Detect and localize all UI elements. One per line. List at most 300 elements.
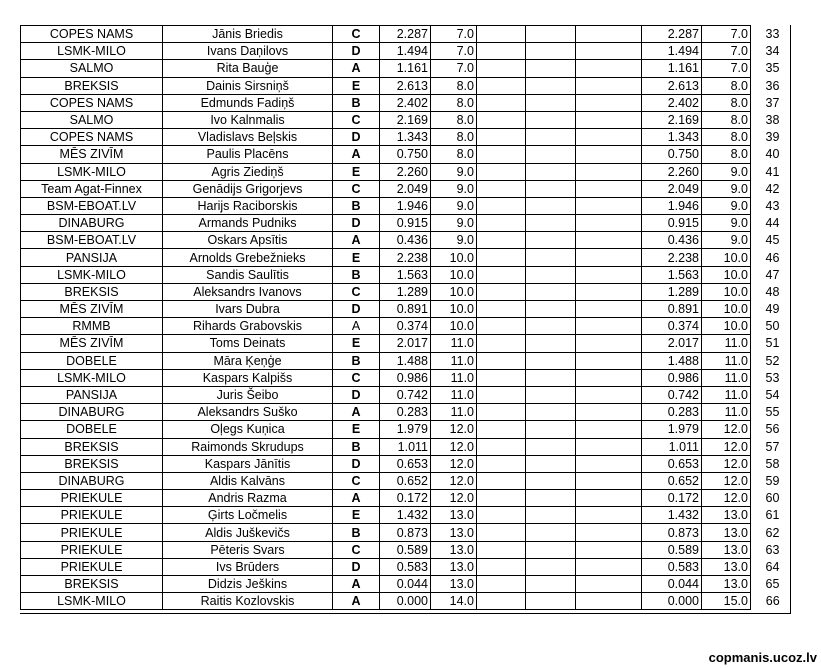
total-weight-cell: 0.750 bbox=[642, 146, 702, 163]
table-row bbox=[21, 180, 791, 197]
total-weight-cell: 2.260 bbox=[642, 163, 702, 180]
round2-points-cell bbox=[526, 352, 576, 369]
angler-name-cell: Sandis Saulītis bbox=[163, 266, 333, 283]
round2-weight-cell bbox=[477, 507, 526, 524]
sector-cell: B bbox=[333, 524, 380, 541]
round1-weight-cell: 1.432 bbox=[380, 507, 431, 524]
angler-name-cell: Arnolds Grebežnieks bbox=[163, 249, 333, 266]
round2-weight-cell bbox=[477, 421, 526, 438]
round1-points-cell: 7.0 bbox=[431, 60, 477, 77]
total-points-cell: 8.0 bbox=[702, 77, 751, 94]
team-cell: SALMO bbox=[21, 60, 163, 77]
table-row bbox=[21, 335, 791, 352]
round2-points-cell bbox=[526, 490, 576, 507]
round2-points-cell bbox=[526, 146, 576, 163]
table-row bbox=[21, 249, 791, 266]
total-weight-cell: 2.017 bbox=[642, 335, 702, 352]
total-points-cell: 13.0 bbox=[702, 541, 751, 558]
round2-weight-cell bbox=[477, 215, 526, 232]
place-cell: 43 bbox=[765, 198, 780, 213]
team-cell: PRIEKULE bbox=[21, 541, 163, 558]
round1-points-cell: 10.0 bbox=[431, 249, 477, 266]
team-cell: LSMK-MILO bbox=[21, 43, 163, 60]
place-cell: 50 bbox=[765, 319, 780, 334]
angler-name-cell: Toms Deinats bbox=[163, 335, 333, 352]
round2-points-cell bbox=[526, 386, 576, 403]
total-weight-cell: 0.283 bbox=[642, 404, 702, 421]
extra-cell bbox=[576, 146, 642, 163]
place-cell: 37 bbox=[765, 95, 780, 110]
round2-weight-cell bbox=[477, 146, 526, 163]
place-cell: 47 bbox=[765, 267, 780, 282]
extra-cell bbox=[576, 180, 642, 197]
angler-name-cell: Ivs Brūders bbox=[163, 558, 333, 575]
total-weight-cell: 1.289 bbox=[642, 283, 702, 300]
round1-points-cell: 12.0 bbox=[431, 472, 477, 489]
extra-cell bbox=[576, 335, 642, 352]
total-points-cell: 8.0 bbox=[702, 146, 751, 163]
place-cell: 48 bbox=[765, 284, 780, 299]
team-cell: PRIEKULE bbox=[21, 507, 163, 524]
round2-weight-cell bbox=[477, 111, 526, 128]
total-weight-cell: 1.488 bbox=[642, 352, 702, 369]
total-points-cell: 11.0 bbox=[702, 404, 751, 421]
round1-weight-cell: 0.589 bbox=[380, 541, 431, 558]
extra-cell bbox=[576, 26, 642, 43]
extra-cell bbox=[576, 77, 642, 94]
round2-points-cell bbox=[526, 541, 576, 558]
round2-weight-cell bbox=[477, 129, 526, 146]
round2-weight-cell bbox=[477, 352, 526, 369]
right-border-line bbox=[790, 25, 791, 613]
team-cell: MĒS ZIVĪM bbox=[21, 146, 163, 163]
angler-name-cell: Genādijs Grigorjevs bbox=[163, 180, 333, 197]
place-cell: 55 bbox=[765, 405, 780, 420]
round2-points-cell bbox=[526, 43, 576, 60]
angler-name-cell: Raitis Kozlovskis bbox=[163, 593, 333, 610]
round2-weight-cell bbox=[477, 455, 526, 472]
sector-cell: B bbox=[333, 438, 380, 455]
total-weight-cell: 0.000 bbox=[642, 593, 702, 610]
place-cell: 49 bbox=[765, 302, 780, 317]
round2-weight-cell bbox=[477, 335, 526, 352]
round2-weight-cell bbox=[477, 541, 526, 558]
total-weight-cell: 1.946 bbox=[642, 197, 702, 214]
round1-weight-cell: 0.283 bbox=[380, 404, 431, 421]
round1-weight-cell: 1.011 bbox=[380, 438, 431, 455]
round1-points-cell: 13.0 bbox=[431, 558, 477, 575]
round2-weight-cell bbox=[477, 301, 526, 318]
table-row bbox=[21, 283, 791, 300]
angler-name-cell: Ivars Dubra bbox=[163, 301, 333, 318]
round2-points-cell bbox=[526, 266, 576, 283]
angler-name-cell: Agris Ziediņš bbox=[163, 163, 333, 180]
extra-cell bbox=[576, 386, 642, 403]
sector-cell: E bbox=[333, 507, 380, 524]
round1-weight-cell: 1.979 bbox=[380, 421, 431, 438]
round1-points-cell: 8.0 bbox=[431, 129, 477, 146]
angler-name-cell: Andris Razma bbox=[163, 490, 333, 507]
round1-points-cell: 12.0 bbox=[431, 455, 477, 472]
team-cell: DOBELE bbox=[21, 421, 163, 438]
round1-weight-cell: 1.494 bbox=[380, 43, 431, 60]
round1-weight-cell: 0.374 bbox=[380, 318, 431, 335]
round2-points-cell bbox=[526, 318, 576, 335]
team-cell: LSMK-MILO bbox=[21, 163, 163, 180]
table-row bbox=[21, 524, 791, 541]
team-cell: COPES NAMS bbox=[21, 26, 163, 43]
round1-points-cell: 9.0 bbox=[431, 180, 477, 197]
total-weight-cell: 0.044 bbox=[642, 576, 702, 593]
round2-points-cell bbox=[526, 249, 576, 266]
round2-weight-cell bbox=[477, 558, 526, 575]
total-points-cell: 9.0 bbox=[702, 163, 751, 180]
place-cell: 46 bbox=[765, 250, 780, 265]
round1-weight-cell: 2.049 bbox=[380, 180, 431, 197]
team-cell: COPES NAMS bbox=[21, 129, 163, 146]
team-cell: BSM-EBOAT.LV bbox=[21, 197, 163, 214]
team-cell: Team Agat-Finnex bbox=[21, 180, 163, 197]
place-cell: 34 bbox=[765, 44, 780, 59]
total-points-cell: 8.0 bbox=[702, 111, 751, 128]
place-cell: 65 bbox=[765, 577, 780, 592]
round2-points-cell bbox=[526, 180, 576, 197]
total-weight-cell: 2.402 bbox=[642, 94, 702, 111]
round2-points-cell bbox=[526, 94, 576, 111]
sector-cell: A bbox=[333, 318, 380, 335]
angler-name-cell: Dainis Sirsniņš bbox=[163, 77, 333, 94]
total-weight-cell: 2.169 bbox=[642, 111, 702, 128]
table-row bbox=[21, 318, 791, 335]
team-cell: DOBELE bbox=[21, 352, 163, 369]
round1-points-cell: 10.0 bbox=[431, 301, 477, 318]
total-weight-cell: 0.436 bbox=[642, 232, 702, 249]
round1-weight-cell: 1.563 bbox=[380, 266, 431, 283]
round1-weight-cell: 0.000 bbox=[380, 593, 431, 610]
total-points-cell: 7.0 bbox=[702, 26, 751, 43]
place-cell: 35 bbox=[765, 61, 780, 76]
place-cell: 53 bbox=[765, 370, 780, 385]
round2-weight-cell bbox=[477, 438, 526, 455]
round2-weight-cell bbox=[477, 163, 526, 180]
extra-cell bbox=[576, 111, 642, 128]
sector-cell: E bbox=[333, 335, 380, 352]
sector-cell: D bbox=[333, 455, 380, 472]
round2-weight-cell bbox=[477, 490, 526, 507]
total-points-cell: 9.0 bbox=[702, 197, 751, 214]
extra-cell bbox=[576, 490, 642, 507]
total-weight-cell: 2.049 bbox=[642, 180, 702, 197]
round2-weight-cell bbox=[477, 593, 526, 610]
round1-points-cell: 12.0 bbox=[431, 490, 477, 507]
place-cell: 52 bbox=[765, 353, 780, 368]
total-weight-cell: 0.653 bbox=[642, 455, 702, 472]
team-cell: PANSIJA bbox=[21, 386, 163, 403]
sector-cell: B bbox=[333, 94, 380, 111]
round1-weight-cell: 1.289 bbox=[380, 283, 431, 300]
team-cell: DINABURG bbox=[21, 404, 163, 421]
team-cell: BREKSIS bbox=[21, 283, 163, 300]
round2-points-cell bbox=[526, 60, 576, 77]
total-weight-cell: 2.287 bbox=[642, 26, 702, 43]
bottom-border-line bbox=[20, 613, 791, 614]
team-cell: BSM-EBOAT.LV bbox=[21, 232, 163, 249]
extra-cell bbox=[576, 318, 642, 335]
total-weight-cell: 0.652 bbox=[642, 472, 702, 489]
table-row bbox=[21, 266, 791, 283]
angler-name-cell: Harijs Raciborskis bbox=[163, 197, 333, 214]
round2-points-cell bbox=[526, 369, 576, 386]
table-row bbox=[21, 438, 791, 455]
round1-points-cell: 13.0 bbox=[431, 541, 477, 558]
total-points-cell: 12.0 bbox=[702, 438, 751, 455]
total-weight-cell: 0.986 bbox=[642, 369, 702, 386]
table-row bbox=[21, 215, 791, 232]
extra-cell bbox=[576, 301, 642, 318]
round1-weight-cell: 0.436 bbox=[380, 232, 431, 249]
round1-points-cell: 8.0 bbox=[431, 146, 477, 163]
total-weight-cell: 0.172 bbox=[642, 490, 702, 507]
round1-points-cell: 9.0 bbox=[431, 215, 477, 232]
round2-weight-cell bbox=[477, 576, 526, 593]
angler-name-cell: Oļegs Kuņica bbox=[163, 421, 333, 438]
table-row bbox=[21, 558, 791, 575]
round1-points-cell: 9.0 bbox=[431, 232, 477, 249]
sector-cell: B bbox=[333, 197, 380, 214]
results-body bbox=[21, 26, 791, 610]
round2-weight-cell bbox=[477, 266, 526, 283]
team-cell: PRIEKULE bbox=[21, 558, 163, 575]
table-row bbox=[21, 490, 791, 507]
total-weight-cell: 0.742 bbox=[642, 386, 702, 403]
round1-weight-cell: 2.169 bbox=[380, 111, 431, 128]
place-cell: 41 bbox=[765, 164, 780, 179]
place-cell: 51 bbox=[765, 336, 780, 351]
round2-points-cell bbox=[526, 404, 576, 421]
angler-name-cell: Rita Bauģe bbox=[163, 60, 333, 77]
round2-points-cell bbox=[526, 283, 576, 300]
place-cell: 62 bbox=[765, 525, 780, 540]
sector-cell: A bbox=[333, 60, 380, 77]
round2-weight-cell bbox=[477, 472, 526, 489]
sector-cell: A bbox=[333, 576, 380, 593]
place-cell: 40 bbox=[765, 147, 780, 162]
round1-weight-cell: 1.343 bbox=[380, 129, 431, 146]
round1-weight-cell: 0.652 bbox=[380, 472, 431, 489]
angler-name-cell: Rihards Grabovskis bbox=[163, 318, 333, 335]
table-row bbox=[21, 593, 791, 610]
round1-weight-cell: 2.260 bbox=[380, 163, 431, 180]
place-cell: 33 bbox=[765, 27, 780, 42]
table-row bbox=[21, 472, 791, 489]
round1-points-cell: 9.0 bbox=[431, 197, 477, 214]
extra-cell bbox=[576, 455, 642, 472]
round2-points-cell bbox=[526, 197, 576, 214]
team-cell: MĒS ZIVĪM bbox=[21, 335, 163, 352]
extra-cell bbox=[576, 421, 642, 438]
angler-name-cell: Māra Ķeņģe bbox=[163, 352, 333, 369]
round2-weight-cell bbox=[477, 77, 526, 94]
round2-points-cell bbox=[526, 26, 576, 43]
extra-cell bbox=[576, 215, 642, 232]
round2-points-cell bbox=[526, 421, 576, 438]
total-points-cell: 12.0 bbox=[702, 472, 751, 489]
team-cell: BREKSIS bbox=[21, 77, 163, 94]
table-row bbox=[21, 507, 791, 524]
total-weight-cell: 1.011 bbox=[642, 438, 702, 455]
round2-weight-cell bbox=[477, 318, 526, 335]
total-points-cell: 10.0 bbox=[702, 266, 751, 283]
table-row bbox=[21, 576, 791, 593]
round2-points-cell bbox=[526, 215, 576, 232]
extra-cell bbox=[576, 541, 642, 558]
place-cell: 42 bbox=[765, 181, 780, 196]
round2-weight-cell bbox=[477, 524, 526, 541]
total-points-cell: 10.0 bbox=[702, 301, 751, 318]
round1-points-cell: 10.0 bbox=[431, 283, 477, 300]
place-cell: 58 bbox=[765, 456, 780, 471]
total-points-cell: 9.0 bbox=[702, 232, 751, 249]
team-cell: SALMO bbox=[21, 111, 163, 128]
sector-cell: D bbox=[333, 301, 380, 318]
angler-name-cell: Didzis Ješkins bbox=[163, 576, 333, 593]
round2-points-cell bbox=[526, 232, 576, 249]
round1-weight-cell: 0.915 bbox=[380, 215, 431, 232]
total-points-cell: 9.0 bbox=[702, 180, 751, 197]
total-points-cell: 8.0 bbox=[702, 129, 751, 146]
team-cell: BREKSIS bbox=[21, 455, 163, 472]
total-weight-cell: 1.563 bbox=[642, 266, 702, 283]
total-weight-cell: 1.343 bbox=[642, 129, 702, 146]
round1-weight-cell: 2.017 bbox=[380, 335, 431, 352]
sector-cell: E bbox=[333, 163, 380, 180]
round2-points-cell bbox=[526, 438, 576, 455]
round2-points-cell bbox=[526, 455, 576, 472]
team-cell: DINABURG bbox=[21, 215, 163, 232]
sector-cell: C bbox=[333, 111, 380, 128]
sector-cell: C bbox=[333, 472, 380, 489]
angler-name-cell: Aldis Kalvāns bbox=[163, 472, 333, 489]
extra-cell bbox=[576, 197, 642, 214]
table-row bbox=[21, 197, 791, 214]
round1-points-cell: 11.0 bbox=[431, 404, 477, 421]
team-cell: COPES NAMS bbox=[21, 94, 163, 111]
round2-weight-cell bbox=[477, 26, 526, 43]
total-weight-cell: 1.161 bbox=[642, 60, 702, 77]
extra-cell bbox=[576, 94, 642, 111]
extra-cell bbox=[576, 507, 642, 524]
team-cell: PANSIJA bbox=[21, 249, 163, 266]
round2-weight-cell bbox=[477, 60, 526, 77]
sector-cell: A bbox=[333, 593, 380, 610]
angler-name-cell: Oskars Apsītis bbox=[163, 232, 333, 249]
extra-cell bbox=[576, 438, 642, 455]
angler-name-cell: Paulis Placēns bbox=[163, 146, 333, 163]
round1-points-cell: 11.0 bbox=[431, 335, 477, 352]
total-weight-cell: 0.873 bbox=[642, 524, 702, 541]
round1-points-cell: 11.0 bbox=[431, 352, 477, 369]
team-cell: PRIEKULE bbox=[21, 524, 163, 541]
round1-weight-cell: 0.742 bbox=[380, 386, 431, 403]
angler-name-cell: Aleksandrs Ivanovs bbox=[163, 283, 333, 300]
sector-cell: E bbox=[333, 249, 380, 266]
extra-cell bbox=[576, 352, 642, 369]
results-table bbox=[20, 25, 791, 610]
angler-name-cell: Ģirts Ločmelis bbox=[163, 507, 333, 524]
angler-name-cell: Armands Pudniks bbox=[163, 215, 333, 232]
round1-weight-cell: 0.044 bbox=[380, 576, 431, 593]
round2-weight-cell bbox=[477, 249, 526, 266]
place-cell: 44 bbox=[765, 216, 780, 231]
extra-cell bbox=[576, 558, 642, 575]
total-points-cell: 11.0 bbox=[702, 386, 751, 403]
round2-points-cell bbox=[526, 335, 576, 352]
round2-points-cell bbox=[526, 472, 576, 489]
site-watermark: copmanis.ucoz.lv bbox=[708, 650, 817, 665]
angler-name-cell: Edmunds Fadiņš bbox=[163, 94, 333, 111]
round2-points-cell bbox=[526, 301, 576, 318]
table-row bbox=[21, 369, 791, 386]
round1-weight-cell: 2.613 bbox=[380, 77, 431, 94]
sector-cell: C bbox=[333, 180, 380, 197]
table-row bbox=[21, 146, 791, 163]
sector-cell: D bbox=[333, 215, 380, 232]
place-cell: 59 bbox=[765, 473, 780, 488]
extra-cell bbox=[576, 163, 642, 180]
place-cell: 57 bbox=[765, 439, 780, 454]
sector-cell: A bbox=[333, 146, 380, 163]
total-weight-cell: 2.613 bbox=[642, 77, 702, 94]
table-row bbox=[21, 541, 791, 558]
round1-points-cell: 13.0 bbox=[431, 524, 477, 541]
team-cell: LSMK-MILO bbox=[21, 593, 163, 610]
round1-weight-cell: 0.172 bbox=[380, 490, 431, 507]
round1-weight-cell: 0.750 bbox=[380, 146, 431, 163]
total-points-cell: 10.0 bbox=[702, 283, 751, 300]
place-cell: 63 bbox=[765, 542, 780, 557]
total-points-cell: 13.0 bbox=[702, 524, 751, 541]
extra-cell bbox=[576, 404, 642, 421]
sector-cell: A bbox=[333, 404, 380, 421]
extra-cell bbox=[576, 593, 642, 610]
team-cell: BREKSIS bbox=[21, 438, 163, 455]
round1-weight-cell: 1.161 bbox=[380, 60, 431, 77]
round1-points-cell: 12.0 bbox=[431, 421, 477, 438]
total-points-cell: 13.0 bbox=[702, 507, 751, 524]
round2-weight-cell bbox=[477, 404, 526, 421]
sector-cell: C bbox=[333, 26, 380, 43]
total-points-cell: 15.0 bbox=[702, 593, 751, 610]
extra-cell bbox=[576, 472, 642, 489]
round1-points-cell: 13.0 bbox=[431, 576, 477, 593]
sector-cell: D bbox=[333, 558, 380, 575]
table-row bbox=[21, 232, 791, 249]
total-points-cell: 10.0 bbox=[702, 318, 751, 335]
sector-cell: E bbox=[333, 77, 380, 94]
extra-cell bbox=[576, 524, 642, 541]
total-points-cell: 8.0 bbox=[702, 94, 751, 111]
total-points-cell: 7.0 bbox=[702, 60, 751, 77]
extra-cell bbox=[576, 129, 642, 146]
sector-cell: C bbox=[333, 283, 380, 300]
table-row bbox=[21, 455, 791, 472]
round2-points-cell bbox=[526, 576, 576, 593]
round1-weight-cell: 2.287 bbox=[380, 26, 431, 43]
round1-points-cell: 8.0 bbox=[431, 77, 477, 94]
round1-points-cell: 11.0 bbox=[431, 386, 477, 403]
total-weight-cell: 1.494 bbox=[642, 43, 702, 60]
total-points-cell: 11.0 bbox=[702, 335, 751, 352]
